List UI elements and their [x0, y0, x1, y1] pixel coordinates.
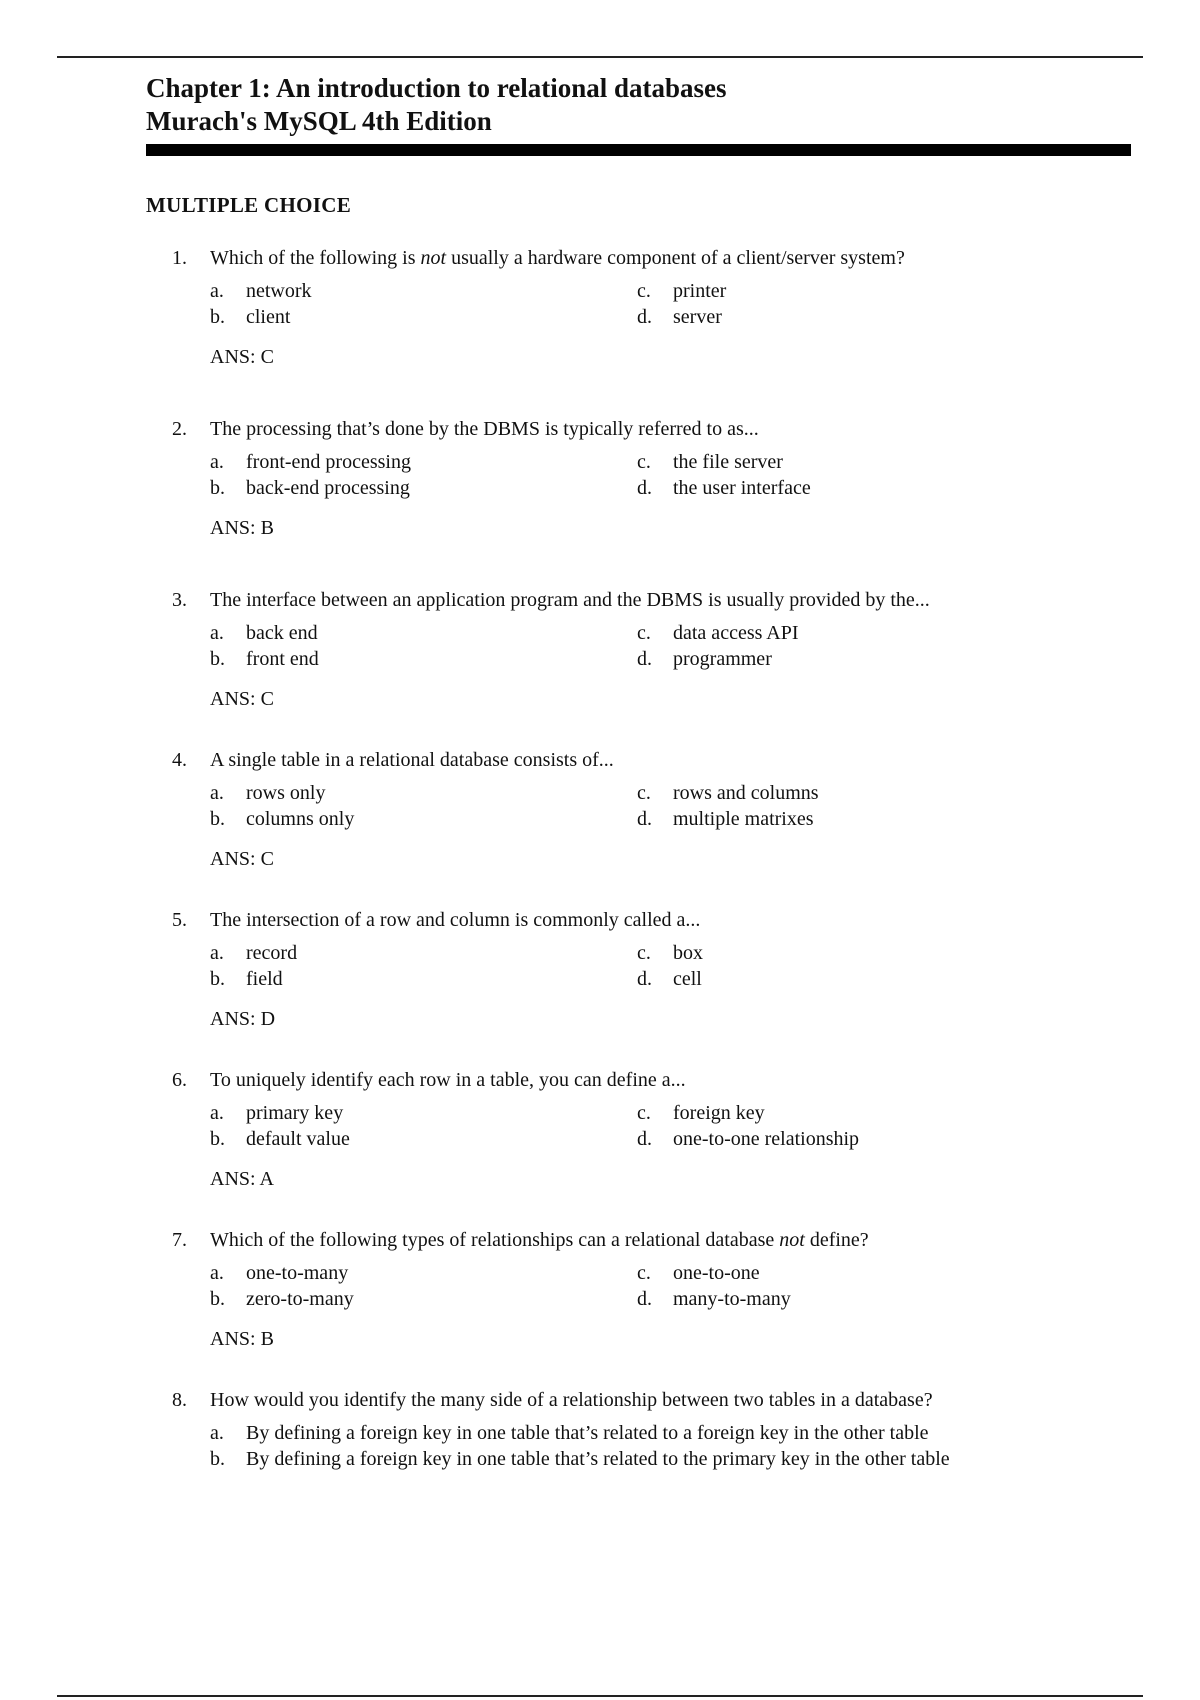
option-c: c. box — [637, 942, 703, 964]
question-stem — [172, 746, 1072, 774]
option-b: b. default value — [210, 1128, 350, 1150]
section-heading: MULTIPLE CHOICE — [146, 193, 352, 217]
question-number: 2. — [172, 418, 187, 440]
option-d: d. programmer — [637, 648, 772, 670]
answer-options — [210, 1260, 1072, 1312]
chapter-header — [146, 72, 1131, 156]
option-c: c. rows and columns — [637, 782, 819, 804]
question-text: Which of the following types of relationships can a relational database not define? — [210, 1229, 869, 1251]
answer-key: ANS: C — [210, 848, 274, 870]
question-stem — [172, 1386, 1072, 1414]
option-b: b. client — [210, 306, 291, 328]
option-c: c. the file server — [637, 451, 783, 473]
question-list — [172, 244, 1072, 1472]
answer-options — [210, 620, 1072, 672]
question-number: 3. — [172, 589, 187, 611]
question-text: Which of the following is not usually a hardware component of a client/server system? — [210, 247, 905, 269]
option-a: a. front-end processing — [210, 451, 411, 473]
answer-key: ANS: A — [210, 1168, 274, 1190]
question-4 — [172, 746, 1072, 872]
title-underline-bar — [146, 144, 1131, 156]
option-d: d. many-to-many — [637, 1288, 791, 1310]
option-a: a. one-to-many — [210, 1262, 349, 1284]
question-stem — [172, 415, 1072, 443]
question-number: 8. — [172, 1389, 187, 1411]
book-title: Murach's MySQL 4th Edition — [146, 106, 492, 136]
question-stem — [172, 1226, 1072, 1254]
question-text: How would you identify the many side of a relationship between two tables in a database? — [210, 1389, 933, 1411]
option-a: a. back end — [210, 622, 318, 644]
answer-options — [210, 1420, 1072, 1472]
option-a: a. By defining a foreign key in one table that’s related to a foreign key in the other table — [210, 1422, 929, 1444]
answer-key: ANS: C — [210, 346, 274, 368]
bottom-rule — [57, 1695, 1143, 1697]
option-b: b. columns only — [210, 808, 355, 830]
question-stem — [172, 906, 1072, 934]
question-1 — [172, 244, 1072, 370]
option-b: b. zero-to-many — [210, 1288, 354, 1310]
question-6 — [172, 1066, 1072, 1192]
question-number: 6. — [172, 1069, 187, 1091]
option-b: b. field — [210, 968, 283, 990]
option-d: d. multiple matrixes — [637, 808, 814, 830]
question-2 — [172, 415, 1072, 541]
option-c: c. printer — [637, 280, 727, 302]
question-number: 5. — [172, 909, 187, 931]
option-d: d. server — [637, 306, 722, 328]
option-a: a. record — [210, 942, 298, 964]
answer-key: ANS: C — [210, 688, 274, 710]
answer-key: ANS: B — [210, 1328, 274, 1350]
option-d: d. cell — [637, 968, 702, 990]
option-c: c. foreign key — [637, 1102, 765, 1124]
option-c: c. data access API — [637, 622, 799, 644]
option-a: a. network — [210, 280, 312, 302]
question-stem — [172, 586, 1072, 614]
option-c: c. one-to-one — [637, 1262, 760, 1284]
answer-key: ANS: D — [210, 1008, 276, 1030]
option-b: b. front end — [210, 648, 319, 670]
answer-options — [210, 1100, 1072, 1152]
answer-key: ANS: B — [210, 517, 274, 539]
question-stem — [172, 244, 1072, 272]
question-number: 4. — [172, 749, 187, 771]
answer-options — [210, 278, 1072, 330]
question-8 — [172, 1386, 1072, 1472]
top-rule — [57, 56, 1143, 58]
question-text: The interface between an application program and the DBMS is usually provided by the... — [210, 589, 930, 611]
question-number: 1. — [172, 247, 187, 269]
answer-options — [210, 780, 1072, 832]
option-d: d. the user interface — [637, 477, 811, 499]
question-5 — [172, 906, 1072, 1032]
answer-options — [210, 449, 1072, 501]
option-b: b. By defining a foreign key in one table that’s related to the primary key in the other table — [210, 1448, 950, 1470]
chapter-title: Chapter 1: An introduction to relational databases — [146, 73, 727, 103]
question-text: The intersection of a row and column is commonly called a... — [210, 909, 701, 931]
option-b: b. back-end processing — [210, 477, 410, 499]
question-number: 7. — [172, 1229, 187, 1251]
option-a: a. primary key — [210, 1102, 344, 1124]
question-text: To uniquely identify each row in a table, you can define a... — [210, 1069, 686, 1091]
option-d: d. one-to-one relationship — [637, 1128, 860, 1150]
question-text: A single table in a relational database consists of... — [210, 749, 614, 771]
question-text: The processing that’s done by the DBMS is typically referred to as... — [210, 418, 759, 440]
question-7 — [172, 1226, 1072, 1352]
question-3 — [172, 586, 1072, 712]
option-a: a. rows only — [210, 782, 326, 804]
question-stem — [172, 1066, 1072, 1094]
answer-options — [210, 940, 1072, 992]
